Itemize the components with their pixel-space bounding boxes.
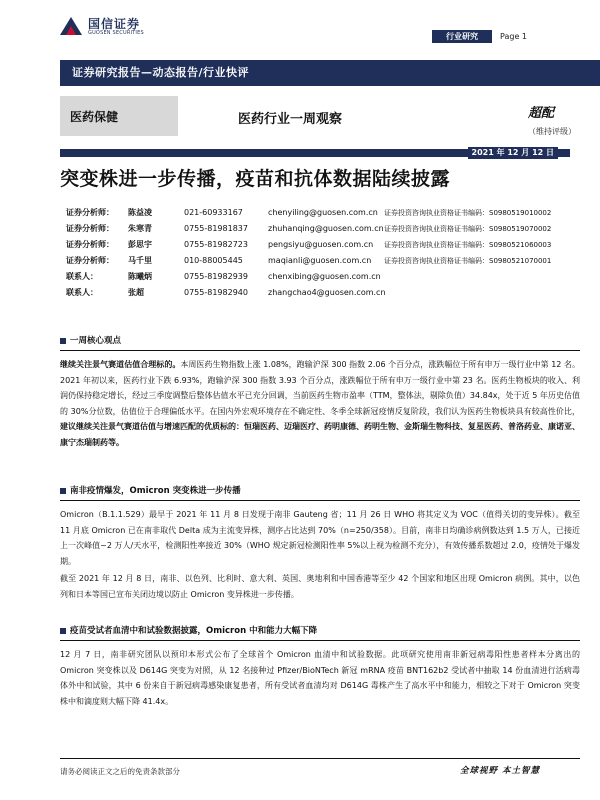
analyst-role: 证券分析师：: [66, 256, 114, 265]
section-paragraph: 截至 2021 年 12 月 8 日，南非、以色列、比利时、意大利、英国、奥地利和中国香港等至少 42 个国家和地区出现 Omicron 病例。其中，以色列和日本等国已宣布关闭边境以防止 Omicron 变异株进一步传播。: [60, 574, 580, 599]
footer-divider: [60, 758, 580, 759]
contact-name: 张超: [128, 288, 144, 297]
contact-row: [66, 269, 586, 285]
section-paragraph: [60, 357, 580, 451]
section-title: 南非疫情爆发，Omicron 突变株进一步传播: [70, 486, 241, 496]
section-square-icon: [60, 628, 66, 634]
banner-text: 证券研究报告—动态报告/行业快评: [72, 66, 250, 79]
analyst-phone: 0755-81982723: [184, 240, 248, 249]
report-headline: 突变株进一步传播，疫苗和抗体数据陆续披露: [60, 168, 451, 190]
analyst-name: 朱寒青: [128, 224, 152, 233]
section-title: 疫苗受试者血清中和试验数据披露，Omicron 中和能力大幅下降: [70, 626, 318, 636]
analyst-cert: 证券投资咨询执业资格证书编码：S0980519070002: [384, 225, 552, 233]
date-bar: [60, 149, 570, 157]
section-paragraph: 12 月 7 日，南非研究团队以预印本形式公布了全球首个 Omicron 血清中和试验数据。此项研究使用南非新冠病毒阳性患者样本分离出的 Omicron 突变株以及 D614G 突变为对照，从 12 名接种过 Pfizer/BioNTech 新冠 mRNA 疫苗 BNT162b2 受试者中抽取 14 份血清进行活病毒体外中和试验，其中 6 份来自于新冠病毒感染康复患者，所有受试者血清均对 D614G 毒株产生了高水平中和能力，相较之下对于 Omicron 突变株中和滴度则大幅下降 41.4x。: [60, 650, 580, 706]
contact-phone: 0755-81982940: [184, 288, 248, 297]
page-indicator: [500, 30, 527, 43]
footer-slogan: 全球视野 本土智慧: [460, 766, 540, 776]
analyst-row: [66, 253, 586, 269]
analyst-list: [66, 205, 586, 301]
contact-name: 陈曦炳: [128, 272, 152, 281]
logo-name-en: GUOSEN SECURITIES: [88, 30, 144, 36]
report-date: 2021 年 12 月 12 日: [468, 147, 558, 159]
page-label: Page: [500, 32, 520, 41]
contact-email[interactable]: chenxibing@guosen.com.cn: [268, 272, 381, 281]
contact-email[interactable]: zhangchao4@guosen.com.cn: [268, 288, 386, 297]
paragraph-lead: 继续关注景气赛道估值合理标的。: [60, 360, 181, 369]
analyst-row: [66, 221, 586, 237]
sector-box: [60, 96, 178, 136]
analyst-name: 陈益凌: [128, 208, 152, 217]
logo-name-cn: 国信证券: [88, 17, 141, 31]
analyst-email[interactable]: chenyiling@guosen.com.cn: [268, 208, 378, 217]
analyst-phone: 010-88005445: [184, 256, 243, 265]
paragraph-text: 本周医药生物指数上涨 1.08%，跑输沪深 300 指数 2.06 个百分点，涨跌幅位于所有申万一级行业中第 12 名。2021 年初以来，医药行业下跌 6.93%，跑输沪深 300 指数 3.93 个百分点，涨跌幅位于所有申万一级行业中第 23 名。医药生物板块的收入、利润仍保持稳定增长，经过三季度调整后整体估值水平已充分回调，当前医药生物市盈率（TTM，整体法，剔除负值）34.84x，处于近 5 年历史估值的 30%分位数，估值位于合理偏低水平。在国内外宏观环境存在不确定性、冬季全球新冠疫情反复阶段，我们认为医药生物板块具有较高性价比，: [60, 360, 580, 416]
analyst-cert: 证券投资咨询执业资格证书编码：S0980521070001: [384, 257, 552, 265]
section-title: 一周核心观点: [70, 336, 122, 346]
analyst-phone: 021-60933167: [184, 208, 243, 217]
analyst-email[interactable]: pengsiyu@guosen.com.cn: [268, 240, 374, 249]
analyst-cert: 证券投资咨询执业资格证书编码：S0980519010002: [384, 209, 552, 217]
contact-role: 联系人：: [66, 272, 98, 281]
contact-row: [66, 285, 586, 301]
analyst-role: 证券分析师：: [66, 208, 114, 217]
analyst-role: 证券分析师：: [66, 224, 114, 233]
section-square-icon: [60, 488, 66, 494]
analyst-email[interactable]: maqianli@guosen.com.cn: [268, 256, 372, 265]
section-square-icon: [60, 338, 66, 344]
company-logo: [58, 13, 153, 41]
contact-phone: 0755-81982939: [184, 272, 248, 281]
section-paragraph: Omicron（B.1.1.529）最早于 2021 年 11 月 8 日发现于南非 Gauteng 省；11 月 26 日 WHO 将其定义为 VOC（值得关切的变异株）。截至 11 月底 Omicron 已在南非取代 Delta 成为主流变异株，测序占比达到 70%（n=250/358）。目前，南非日均确诊病例数达到 1.5 万人，已接近上一次峰值~2 万人/天水平，检测阳性率接近 30%（WHO 规定新冠检测阳性率 5%以上视为检测不充分），有效传播系数超过 2.0，疫情处于爆发期。: [60, 510, 580, 566]
analyst-name: 彭思宇: [128, 240, 152, 249]
section-header: [60, 624, 580, 641]
contact-role: 联系人：: [66, 288, 98, 297]
analyst-role: 证券分析师：: [66, 240, 114, 249]
analyst-row: [66, 237, 586, 253]
section-neutralization-data: [60, 624, 580, 709]
section-header: [60, 484, 580, 501]
analyst-cert: 证券投资咨询执业资格证书编码：S0980521060003: [384, 241, 552, 249]
analyst-name: 马千里: [128, 256, 152, 265]
section-core-views: [60, 334, 580, 451]
report-type-tag: 行业研究: [432, 30, 492, 43]
rating-note: （维持评级）: [528, 127, 576, 136]
page-number: 1: [521, 32, 528, 41]
report-banner: [60, 60, 600, 86]
analyst-row: [66, 205, 586, 221]
section-omicron-spread: [60, 484, 580, 603]
sector-name: 医药保健: [70, 110, 119, 124]
section-header: [60, 334, 580, 351]
analyst-phone: 0755-81981837: [184, 224, 248, 233]
rating: 超配: [528, 106, 555, 121]
report-subtitle: 医药行业一周观察: [238, 112, 343, 127]
analyst-email[interactable]: zhuhanqing@guosen.com.cn: [268, 224, 384, 233]
footer-disclaimer: 请务必阅读正文之后的免责条款部分: [60, 767, 180, 776]
logo-mark-icon: [58, 15, 84, 37]
paragraph-recommendation: 建议继续关注景气赛道估值与增速匹配的优质标的：恒瑞医药、迈瑞医疗、药明康德、药明生物、金斯瑞生物科技、复星医药、普洛药业、康诺亚、康宁杰瑞制药等。: [60, 422, 580, 447]
